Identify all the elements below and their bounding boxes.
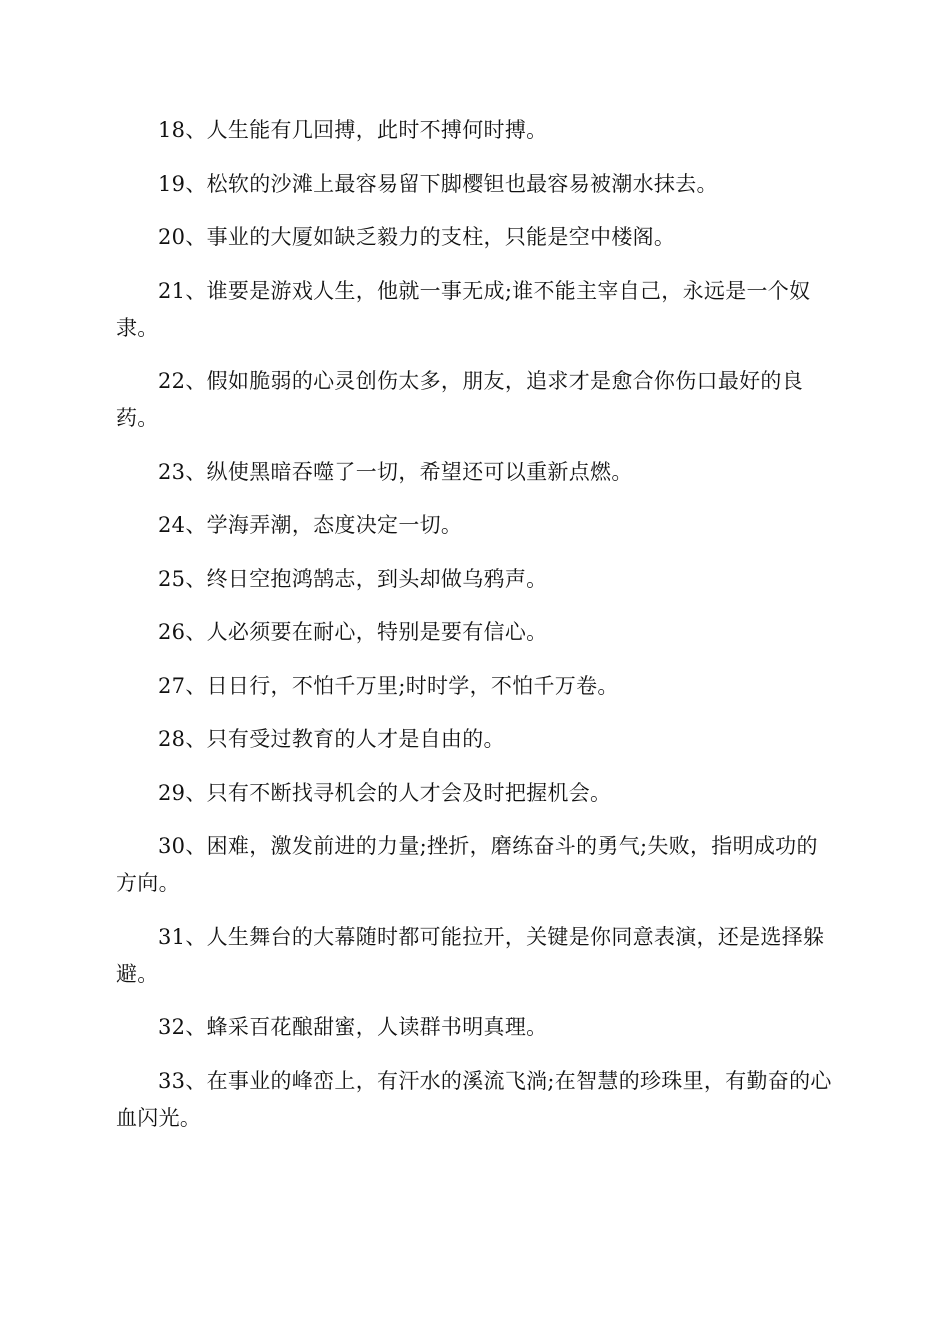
paragraph-30: 30、困难，激发前进的力量;挫折，磨练奋斗的勇气;失败，指明成功的方向。 bbox=[116, 834, 818, 895]
paragraph-18: 18、人生能有几回搏，此时不搏何时搏。 bbox=[158, 118, 548, 142]
paragraph-33: 33、在事业的峰峦上，有汗水的溪流飞淌;在智慧的珍珠里，有勤奋的心血闪光。 bbox=[116, 1068, 832, 1130]
document-body bbox=[116, 112, 836, 1153]
paragraph-21: 21、谁要是游戏人生，他就一事无成;谁不能主宰自己，永远是一个奴隶。 bbox=[116, 278, 811, 340]
paragraph-22: 22、假如脆弱的心灵创伤太多，朋友，追求才是愈合你伤口最好的良药。 bbox=[116, 369, 804, 430]
paragraph-25: 25、终日空抱鸿鹄志，到头却做乌鸦声。 bbox=[158, 566, 548, 591]
paragraph-24: 24、学海弄潮，态度决定一切。 bbox=[158, 513, 463, 537]
paragraph-31: 31、人生舞台的大幕随时都可能拉开，关键是你同意表演，还是选择躲避。 bbox=[116, 924, 825, 986]
paragraph-20: 20、事业的大厦如缺乏毅力的支柱，只能是空中楼阁。 bbox=[158, 225, 676, 249]
paragraph-27: 27、日日行，不怕千万里;时时学，不怕千万卷。 bbox=[158, 673, 619, 698]
paragraph-32: 32、蜂采百花酿甜蜜，人读群书明真理。 bbox=[158, 1015, 548, 1039]
paragraph-19: 19、松软的沙滩上最容易留下脚樱钽也最容易被潮水抹去。 bbox=[158, 171, 718, 196]
paragraph-26: 26、人必须要在耐心，特别是要有信心。 bbox=[158, 620, 548, 644]
paragraph-29: 29、只有不断找寻机会的人才会及时把握机会。 bbox=[158, 780, 612, 805]
paragraph-23: 23、纵使黑暗吞噬了一切，希望还可以重新点燃。 bbox=[158, 459, 633, 484]
paragraph-28: 28、只有受过教育的人才是自由的。 bbox=[158, 727, 505, 751]
